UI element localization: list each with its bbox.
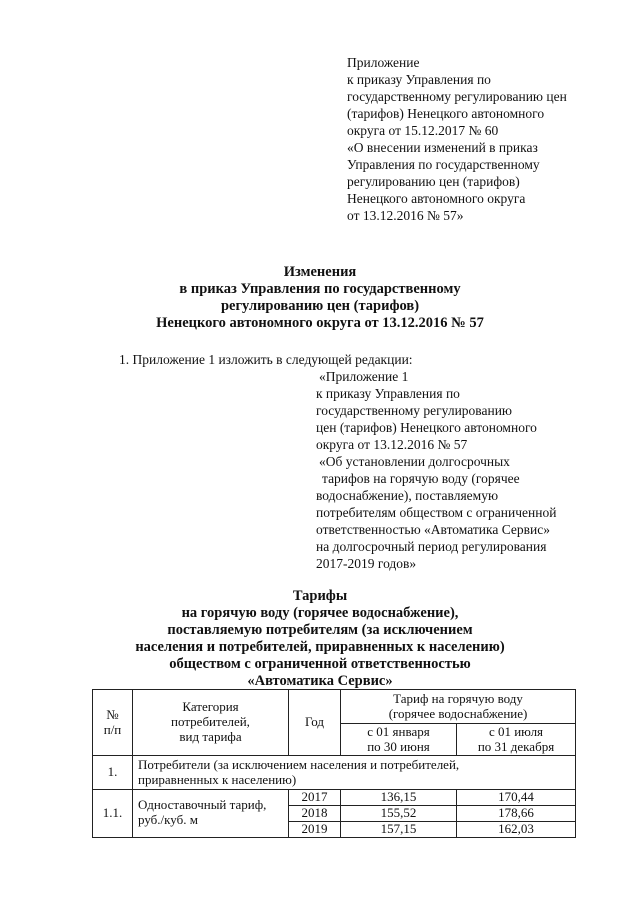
appendix-line: государственному регулированию цен [347, 89, 567, 104]
section-label-line: приравненных к населению) [138, 771, 297, 787]
new-appendix-line: округа от 13.12.2016 № 57 [316, 437, 468, 452]
appendix-line: Ненецкого автономного округа [347, 191, 526, 206]
subsection-label-line: Одноставочный тариф, [138, 797, 267, 813]
new-appendix-line: цен (тарифов) Ненецкого автономного [316, 420, 537, 435]
changes-title-line: в приказ Управления по государственному [179, 281, 461, 297]
section-label-cell [133, 756, 576, 790]
subsection-label-cell [133, 790, 289, 838]
tariffs-title-line: обществом с ограниченной ответственностью [169, 656, 471, 672]
changes-title-line: Изменения [283, 264, 357, 280]
subsection-num-cell: 1.1. [93, 790, 133, 838]
new-appendix-line: государственному регулированию [316, 403, 513, 418]
section-label-line: Потребители (за исключением населения и потребителей, [138, 756, 460, 772]
tariffs-title-line: на горячую воду (горячее водоснабжение), [181, 605, 459, 621]
new-appendix-line: «Приложение 1 [319, 369, 409, 384]
header-category-line: потребителей, [171, 714, 250, 730]
header-period-1-cell [341, 724, 457, 756]
item-1-text: 1. Приложение 1 изложить в следующей редакции: [119, 352, 413, 367]
tariffs-table [92, 689, 576, 838]
header-num-cell [93, 690, 133, 756]
header-num-line: п/п [103, 721, 122, 737]
year-cell: 2017 [289, 790, 341, 806]
appendix-line: (тарифов) Ненецкого автономного [347, 106, 545, 121]
tariffs-title-line: поставляемую потребителям (за исключением [167, 622, 473, 638]
header-year-cell: Год [289, 690, 341, 756]
new-appendix-line: 2017-2019 годов» [316, 556, 417, 571]
new-appendix-line: водоснабжение), поставляемую [316, 488, 499, 503]
appendix-line: регулированию цен (тарифов) [347, 174, 520, 189]
table-header-row [93, 690, 576, 724]
header-category-line: Категория [182, 699, 239, 715]
tariff-h1-cell: 136,15 [341, 790, 457, 806]
tariff-h2-cell: 170,44 [457, 790, 576, 806]
subsection-label-line: руб./куб. м [138, 812, 198, 828]
tariffs-title-line: Тарифы [292, 588, 348, 604]
tariff-h2-cell: 162,03 [457, 821, 576, 837]
appendix-line: «О внесении изменений в приказ [347, 140, 538, 155]
header-tariff-line: (горячее водоснабжение) [388, 705, 528, 721]
appendix-line: Управления по государственному [347, 157, 540, 172]
tariff-h2-cell: 178,66 [457, 805, 576, 821]
tariff-h1-cell: 157,15 [341, 821, 457, 837]
new-appendix-line: к приказу Управления по [316, 386, 460, 401]
table-row [93, 756, 576, 790]
tariff-h1-cell: 155,52 [341, 805, 457, 821]
header-period-line: с 01 января [367, 723, 430, 739]
tariffs-title-line: «Автоматика Сервис» [247, 673, 393, 689]
header-period-line: с 01 июля [488, 723, 544, 739]
header-period-line: по 30 июня [367, 738, 430, 754]
header-num-line: № [106, 706, 119, 722]
header-category-line: вид тарифа [179, 728, 242, 744]
new-appendix-line: потребителям обществом с ограниченной [316, 505, 557, 520]
header-period-2-cell [457, 724, 576, 756]
section-num-cell: 1. [93, 756, 133, 790]
appendix-line: округа от 15.12.2017 № 60 [347, 123, 499, 138]
appendix-line: Приложение [347, 55, 420, 70]
new-appendix-line: ответственностью «Автоматика Сервис» [316, 522, 550, 537]
new-appendix-line: на долгосрочный период регулирования [316, 539, 547, 554]
changes-title-line: регулированию цен (тарифов) [220, 298, 420, 314]
new-appendix-line: «Об установлении долгосрочных [319, 454, 510, 469]
new-appendix-line: тарифов на горячую воду (горячее [322, 471, 520, 486]
appendix-line: от 13.12.2016 № 57» [347, 208, 464, 223]
header-tariff-line: Тариф на горячую воду [393, 690, 523, 706]
header-tariff-group-cell [341, 690, 576, 724]
appendix-line: к приказу Управления по [347, 72, 491, 87]
table-row [93, 790, 576, 806]
year-cell: 2018 [289, 805, 341, 821]
changes-title-line: Ненецкого автономного округа от 13.12.2016 № 57 [156, 315, 484, 331]
tariffs-title-line: населения и потребителей, приравненных к населению) [135, 639, 505, 655]
header-period-line: по 31 декабря [477, 738, 555, 754]
header-category-cell [133, 690, 289, 756]
year-cell: 2019 [289, 821, 341, 837]
